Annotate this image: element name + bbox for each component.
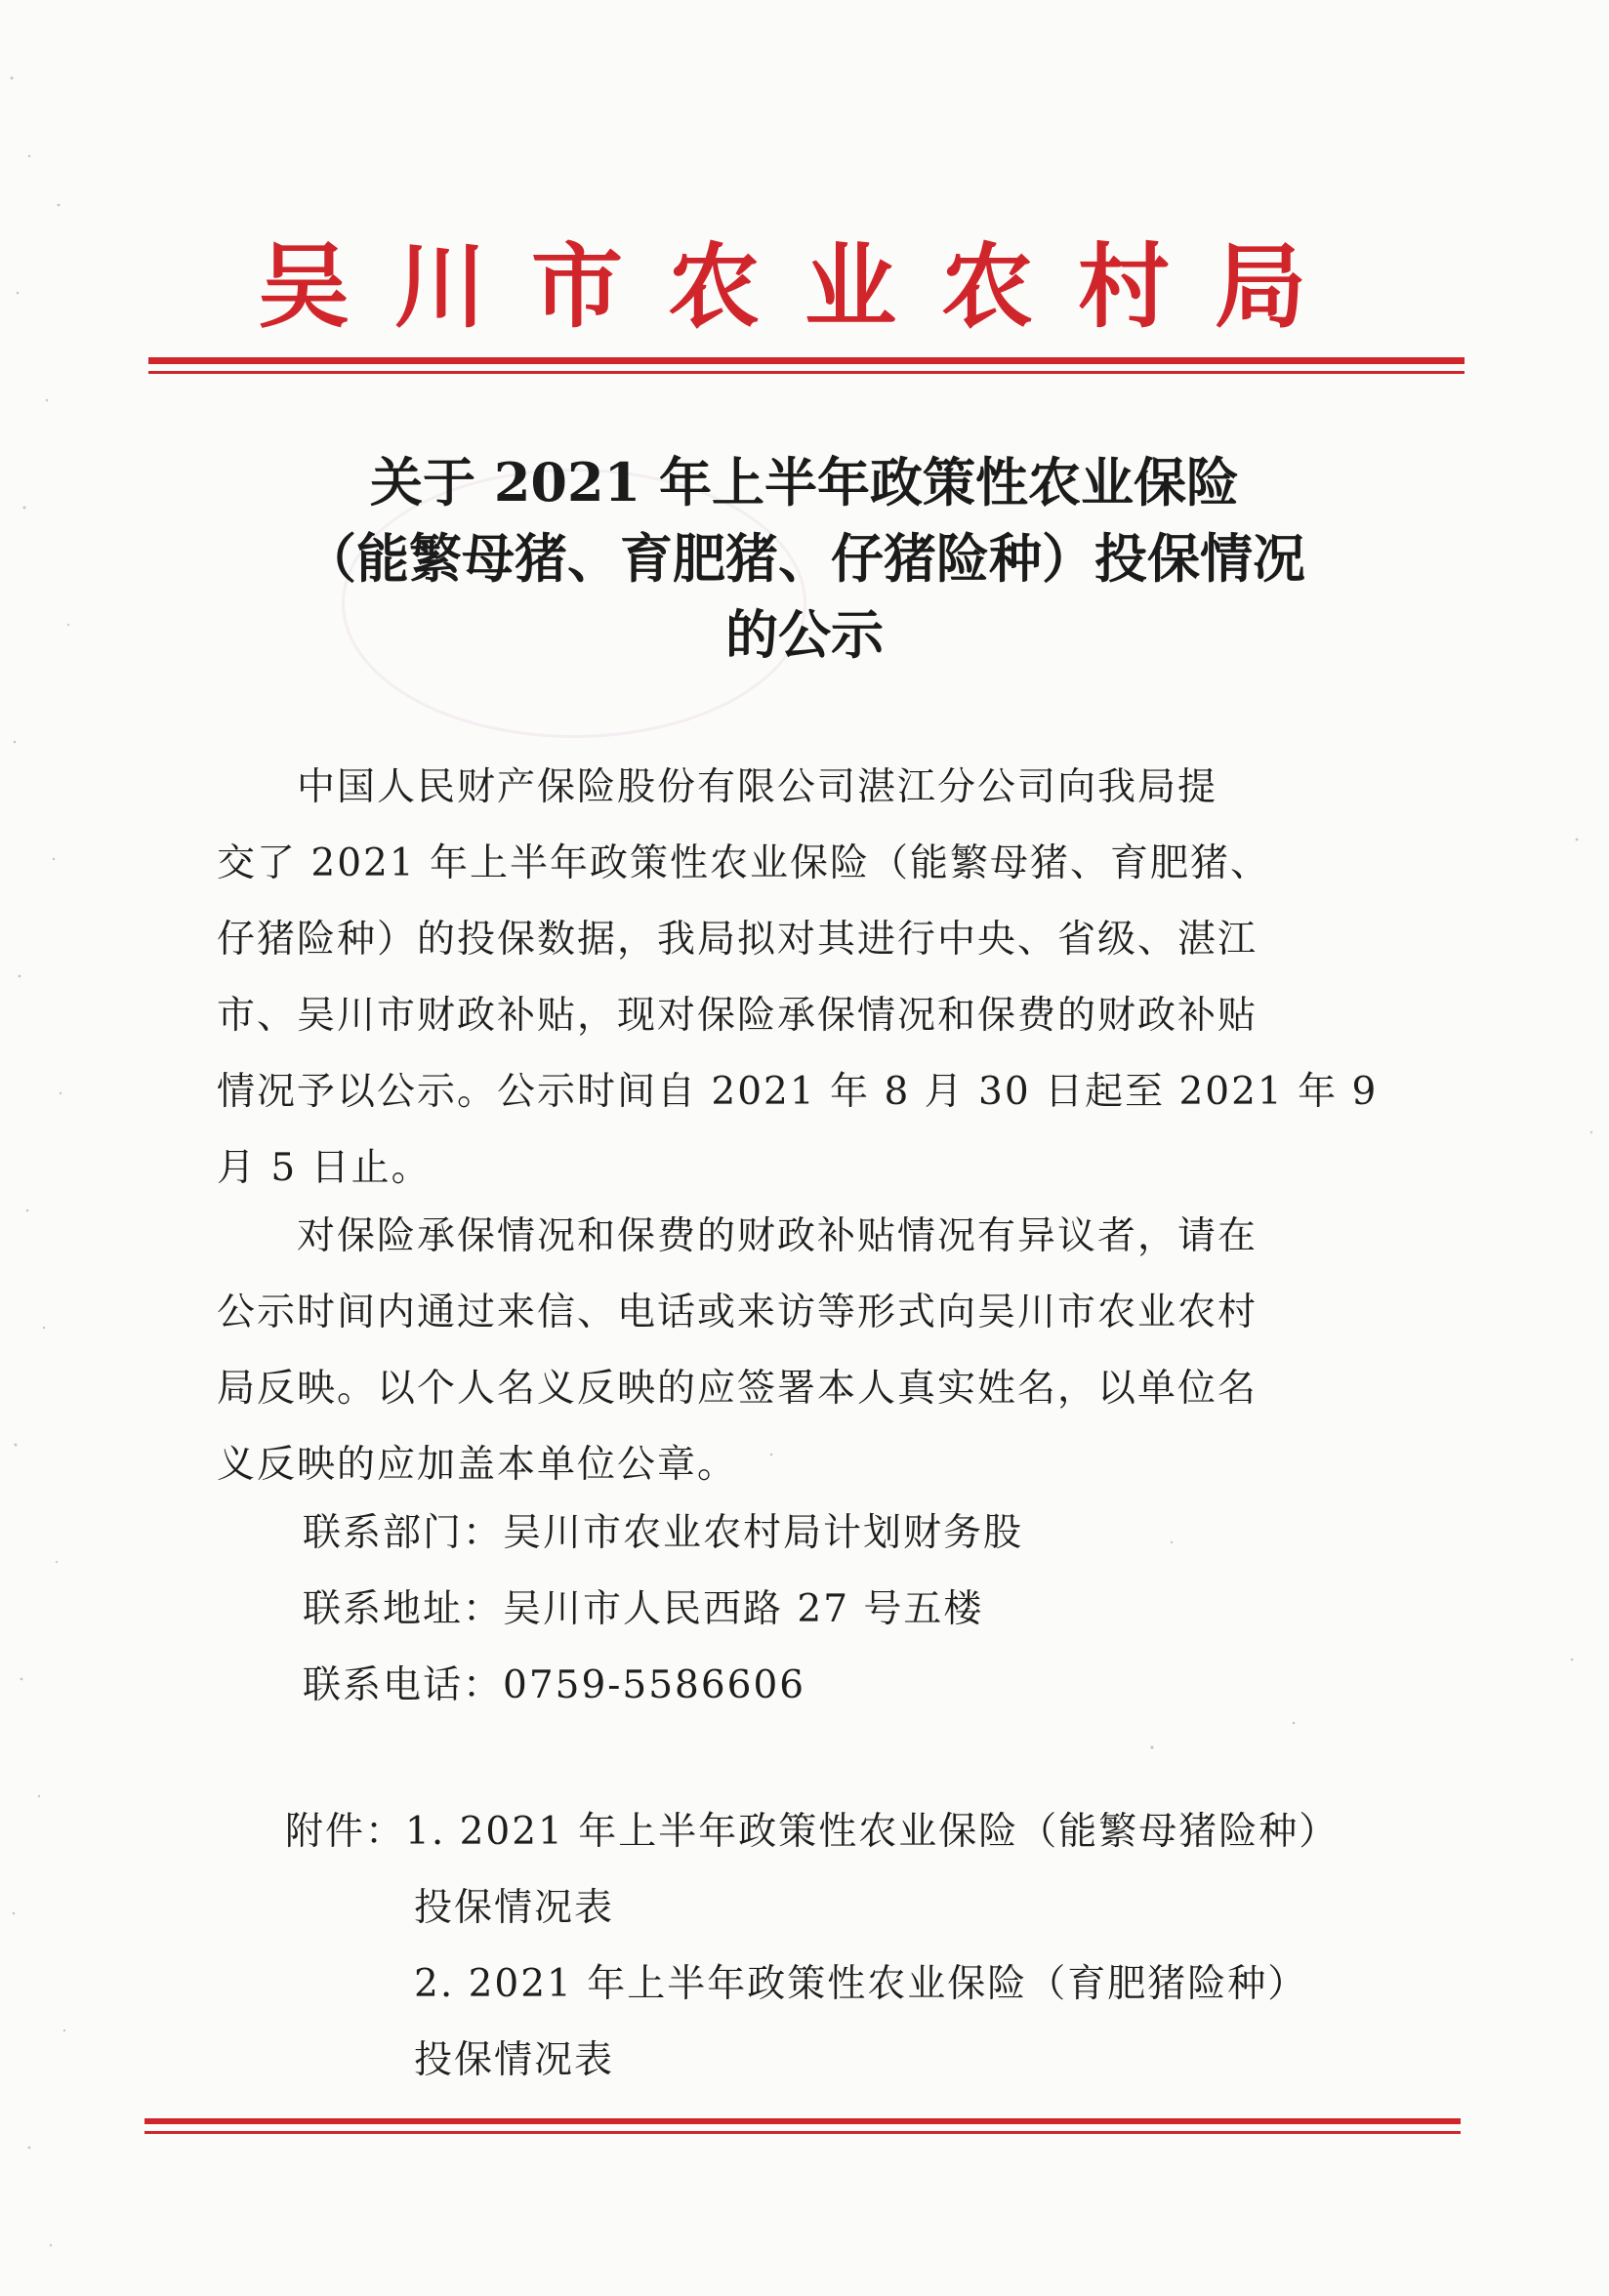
footer-rule-thin bbox=[144, 2131, 1461, 2134]
attachment-item-1-cont: 投保情况表 bbox=[414, 1886, 615, 1930]
header-rule-thick bbox=[148, 357, 1465, 364]
agency-header: 吴川市农业农村局 bbox=[257, 234, 1351, 341]
document-title bbox=[146, 444, 1463, 673]
paragraph-line: 仔猪险种）的投保数据，我局拟对其进行中央、省级、湛江 bbox=[217, 918, 1258, 962]
paragraph-line: 中国人民财产保险股份有限公司湛江分公司向我局提 bbox=[217, 765, 1218, 809]
paragraph-line: 公示时间内通过来信、电话或来访等形式向吴川市农业农村 bbox=[217, 1291, 1258, 1334]
header-rule-thin bbox=[148, 371, 1465, 374]
paragraph-line: 情况予以公示。公示时间自 2021 年 8 月 30 日起至 2021 年 9 bbox=[217, 1070, 1379, 1114]
paragraph-line: 对保险承保情况和保费的财政补贴情况有异议者，请在 bbox=[217, 1214, 1258, 1258]
attachments-label: 附件： bbox=[285, 1810, 406, 1854]
paragraph-line: 义反映的应加盖本单位公章。 bbox=[217, 1443, 738, 1487]
contact-department: 联系部门：吴川市农业农村局计划财务股 bbox=[303, 1511, 1024, 1555]
attachment-item-2-cont: 投保情况表 bbox=[414, 2038, 615, 2082]
body-paragraph-2 bbox=[217, 1199, 1349, 1503]
title-line-1: 关于 2021 年上半年政策性农业保险 bbox=[370, 451, 1239, 513]
paragraph-line: 月 5 日止。 bbox=[217, 1146, 432, 1190]
body-paragraph-1 bbox=[217, 750, 1379, 1207]
paragraph-line: 局反映。以个人名义反映的应签署本人真实姓名，以单位名 bbox=[217, 1367, 1258, 1411]
footer-rule-thick bbox=[144, 2118, 1461, 2124]
title-line-2: （能繁母猪、育肥猪、仔猪险种）投保情况 bbox=[304, 527, 1305, 590]
paragraph-line: 交了 2021 年上半年政策性农业保险（能繁母猪、育肥猪、 bbox=[217, 841, 1271, 885]
title-line-3: 的公示 bbox=[725, 603, 884, 666]
contact-address: 联系地址：吴川市人民西路 27 号五楼 bbox=[303, 1587, 984, 1631]
contact-phone: 联系电话：0759-5586606 bbox=[303, 1663, 806, 1707]
attachments-list bbox=[285, 1794, 1379, 2099]
attachment-item-1 bbox=[285, 1794, 1379, 1870]
paragraph-line: 市、吴川市财政补贴，现对保险承保情况和保费的财政补贴 bbox=[217, 994, 1258, 1038]
attachment-item-2: 2. 2021 年上半年政策性农业保险（育肥猪险种） bbox=[414, 1962, 1308, 2006]
attachment-item-1-title: 1. 2021 年上半年政策性农业保险（能繁母猪险种） bbox=[405, 1810, 1340, 1854]
